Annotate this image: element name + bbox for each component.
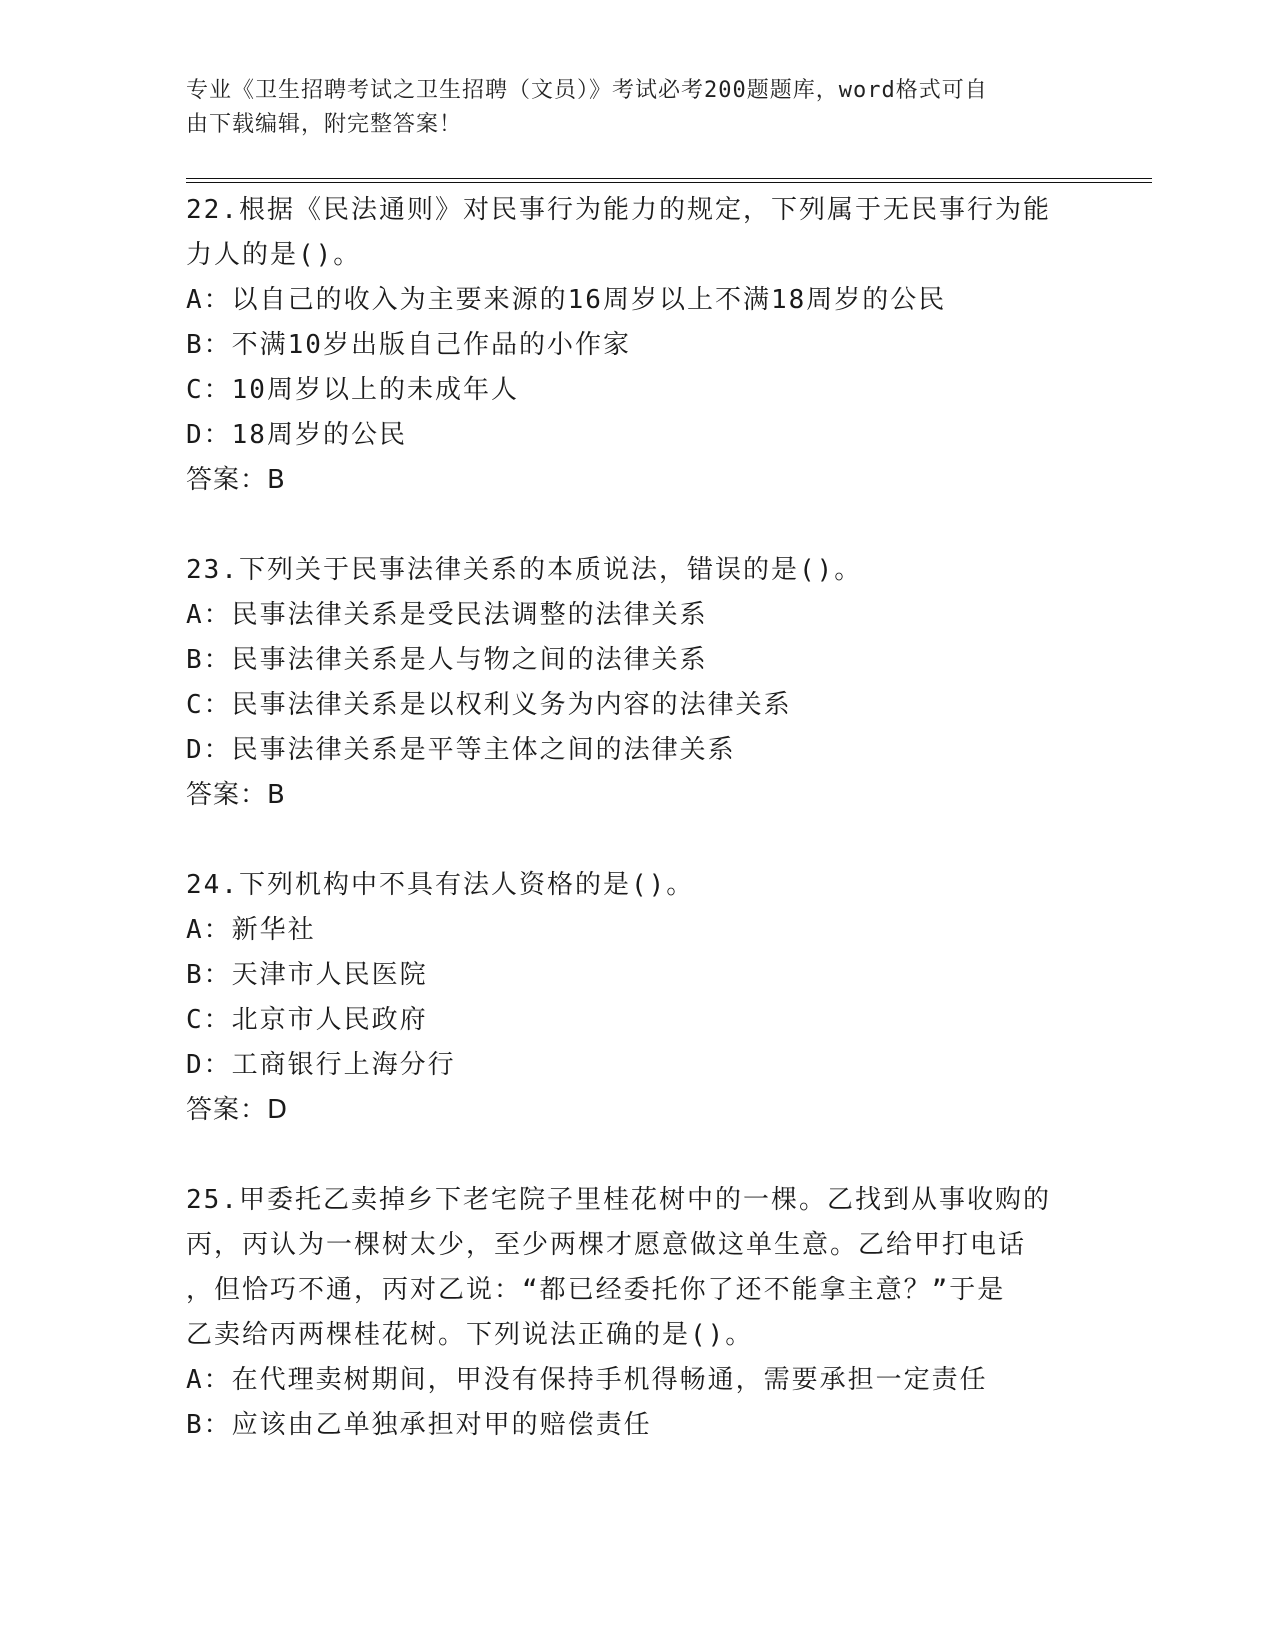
option-d: D：18周岁的公民: [186, 420, 407, 450]
option-d: D：民事法律关系是平等主体之间的法律关系: [186, 735, 736, 765]
header-divider: [186, 178, 1152, 183]
question-22: [186, 188, 1086, 503]
option-b: B：应该由乙单独承担对甲的赔偿责任: [186, 1410, 652, 1440]
question-23: [186, 548, 1086, 818]
question-25: [186, 1178, 1086, 1448]
option-b: B：民事法律关系是人与物之间的法律关系: [186, 645, 708, 675]
header-line-2: 由下载编辑，附完整答案！: [186, 112, 463, 137]
option-c: C：10周岁以上的未成年人: [186, 375, 519, 405]
option-b: B：天津市人民医院: [186, 960, 428, 990]
option-a: A：民事法律关系是受民法调整的法律关系: [186, 600, 708, 630]
question-stem-line: 24.下列机构中不具有法人资格的是()。: [186, 870, 695, 900]
answer: 答案：B: [186, 465, 286, 495]
question-stem-line: 丙，丙认为一棵树太少，至少两棵才愿意做这单生意。乙给甲打电话: [186, 1230, 1027, 1260]
question-24: [186, 863, 1086, 1133]
question-stem-line: 22.根据《民法通则》对民事行为能力的规定，下列属于无民事行为能: [186, 195, 1051, 225]
option-a: A：以自己的收入为主要来源的16周岁以上不满18周岁的公民: [186, 285, 947, 315]
question-stem-line: 乙卖给丙两棵桂花树。下列说法正确的是()。: [186, 1320, 754, 1350]
option-a: A：在代理卖树期间，甲没有保持手机得畅通，需要承担一定责任: [186, 1365, 988, 1395]
option-c: C：民事法律关系是以权利义务为内容的法律关系: [186, 690, 792, 720]
header-line-1: 专业《卫生招聘考试之卫生招聘（文员）》考试必考200题题库，word格式可自: [186, 78, 988, 103]
question-stem-line: ，但恰巧不通，丙对乙说：“都已经委托你了还不能拿主意？”于是: [186, 1275, 1006, 1305]
question-stem-line: 23.下列关于民事法律关系的本质说法，错误的是()。: [186, 555, 863, 585]
answer: 答案：B: [186, 780, 286, 810]
option-c: C：北京市人民政府: [186, 1005, 428, 1035]
answer: 答案：D: [186, 1095, 289, 1125]
question-stem-line: 力人的是()。: [186, 240, 362, 270]
option-b: B：不满10岁出版自己作品的小作家: [186, 330, 631, 360]
option-a: A：新华社: [186, 915, 316, 945]
option-d: D：工商银行上海分行: [186, 1050, 456, 1080]
question-stem-line: 25.甲委托乙卖掉乡下老宅院子里桂花树中的一棵。乙找到从事收购的: [186, 1185, 1051, 1215]
question-list: [186, 188, 1086, 1493]
document-header: [186, 74, 1066, 142]
